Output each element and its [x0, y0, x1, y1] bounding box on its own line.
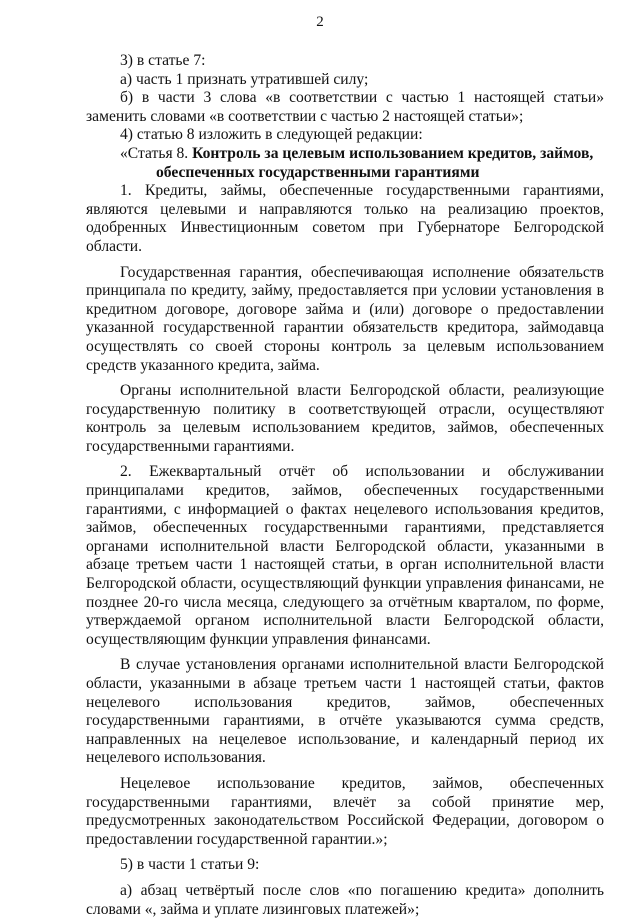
body-paragraph-8: а) абзац четвёртый после слов «по погашению кредита» дополнить словами «, займа и уплате лизинговых платежей»;	[86, 881, 604, 918]
body-paragraph-3: Органы исполнительной власти Белгородской области, реализующие государственную политику в соответствующей отрасли, осуществляют контроль за целевым использованием кредитов, займов, обеспеченных государственными гарантиями.	[86, 382, 604, 455]
body-paragraph-2: Государственная гарантия, обеспечивающая исполнение обязательств принципала по кредиту, займу, предоставляется при условии установления в кредитном договоре, договоре займа и (или) договоре о предоставлении указанной государственной гарантии обязательств кредитора, займодавца осуществлять со своей стороны контроль за целевым использованием средств указанного кредита, займа.	[86, 263, 604, 374]
body-paragraph-1: 1. Кредиты, займы, обеспеченные государственными гарантиями, являются целевыми и направляются только на реализацию проектов, одобренных Инвестиционным советом при Губернаторе Белгородской области.	[86, 182, 604, 255]
body-paragraph-4: 2. Ежеквартальный отчёт об использовании и обслуживании принципалами кредитов, займов, обеспеченных государственными гарантиями, с информацией о фактах нецелевого использования кредитов, займов, обеспеченных государственными гарантиями, представляется органами исполнительной власти Белгородской области, указанными в абзаце третьем части 1 настоящей статьи, в орган исполнительной власти Белгородской области, осуществляющий функции управления финансами, не позднее 20-го числа месяца, следующего за отчётным кварталом, по форме, утверждаемой органом исполнительной власти Белгородской области, осуществляющим функции управления финансами.	[86, 463, 604, 648]
body-paragraph-6: Нецелевое использование кредитов, займов, обеспеченных государственными гарантиями, влечёт за собой принятие мер, предусмотренных законодательством Российской Федерации, договором о предоставлении государственной гарантии.»;	[86, 774, 604, 848]
article-prefix: «Статья 8.	[120, 144, 193, 162]
article-title-line2: обеспеченных государственными гарантиями	[156, 163, 480, 181]
body-paragraph-7: 5) в части 1 статьи 9:	[120, 856, 260, 874]
article-heading	[86, 145, 604, 182]
paragraph-item-a: а) часть 1 признать утратившей силу;	[120, 70, 369, 88]
paragraph-article8-intro: 4) статью 8 изложить в следующей редакции:	[120, 126, 423, 144]
page-number: 2	[316, 14, 324, 30]
article-title-line1: Контроль за целевым использованием кредитов, займов,	[192, 144, 594, 162]
paragraph-article7: 3) в статье 7:	[120, 52, 206, 69]
body-paragraph-5: В случае установления органами исполнительной власти Белгородской области, указанными в абзаце третьем части 1 настоящей статьи, фактов нецелевого использования кредитов, займов, обеспеченных государственными гарантиями, в отчёте указываются сумма средств, направленных на нецелевое использование, и календарный период их нецелевого использования.	[86, 656, 604, 767]
paragraph-item-b: б) в части 3 слова «в соответствии с частью 1 настоящей статьи» заменить словами «в соответствии с частью 2 настоящей статьи»;	[86, 89, 604, 125]
document-body	[86, 52, 604, 919]
